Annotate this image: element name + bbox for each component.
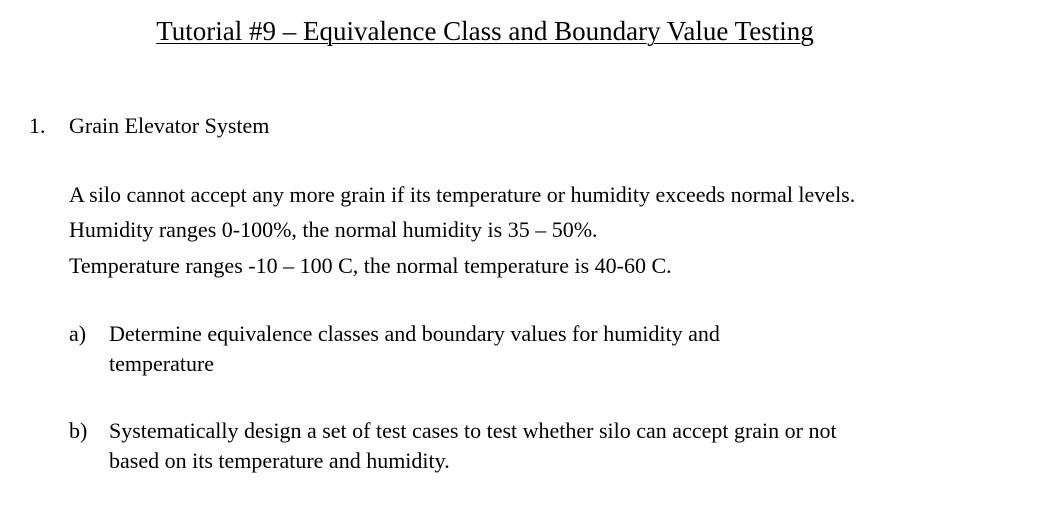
part-b-line: based on its temperature and humidity. <box>109 448 450 473</box>
part-b-marker: b) <box>69 418 88 443</box>
paragraph-line: Temperature ranges -10 – 100 C, the normal temperature is 40-60 C. <box>69 253 672 278</box>
part-a-line: Determine equivalence classes and boundary values for humidity and <box>109 321 720 346</box>
question-heading: Grain Elevator System <box>69 113 270 138</box>
question-number: 1. <box>29 113 46 138</box>
part-b-line: Systematically design a set of test cases to test whether silo can accept grain or not <box>109 418 837 443</box>
tutorial-title: Tutorial #9 – Equivalence Class and Boundary Value Testing <box>156 16 814 46</box>
part-a-marker: a) <box>69 321 87 346</box>
part-a-line: temperature <box>109 351 215 376</box>
paragraph-line: A silo cannot accept any more grain if its temperature or humidity exceeds normal levels. <box>69 182 856 207</box>
paragraph-line: Humidity ranges 0-100%, the normal humidity is 35 – 50%. <box>69 217 598 242</box>
